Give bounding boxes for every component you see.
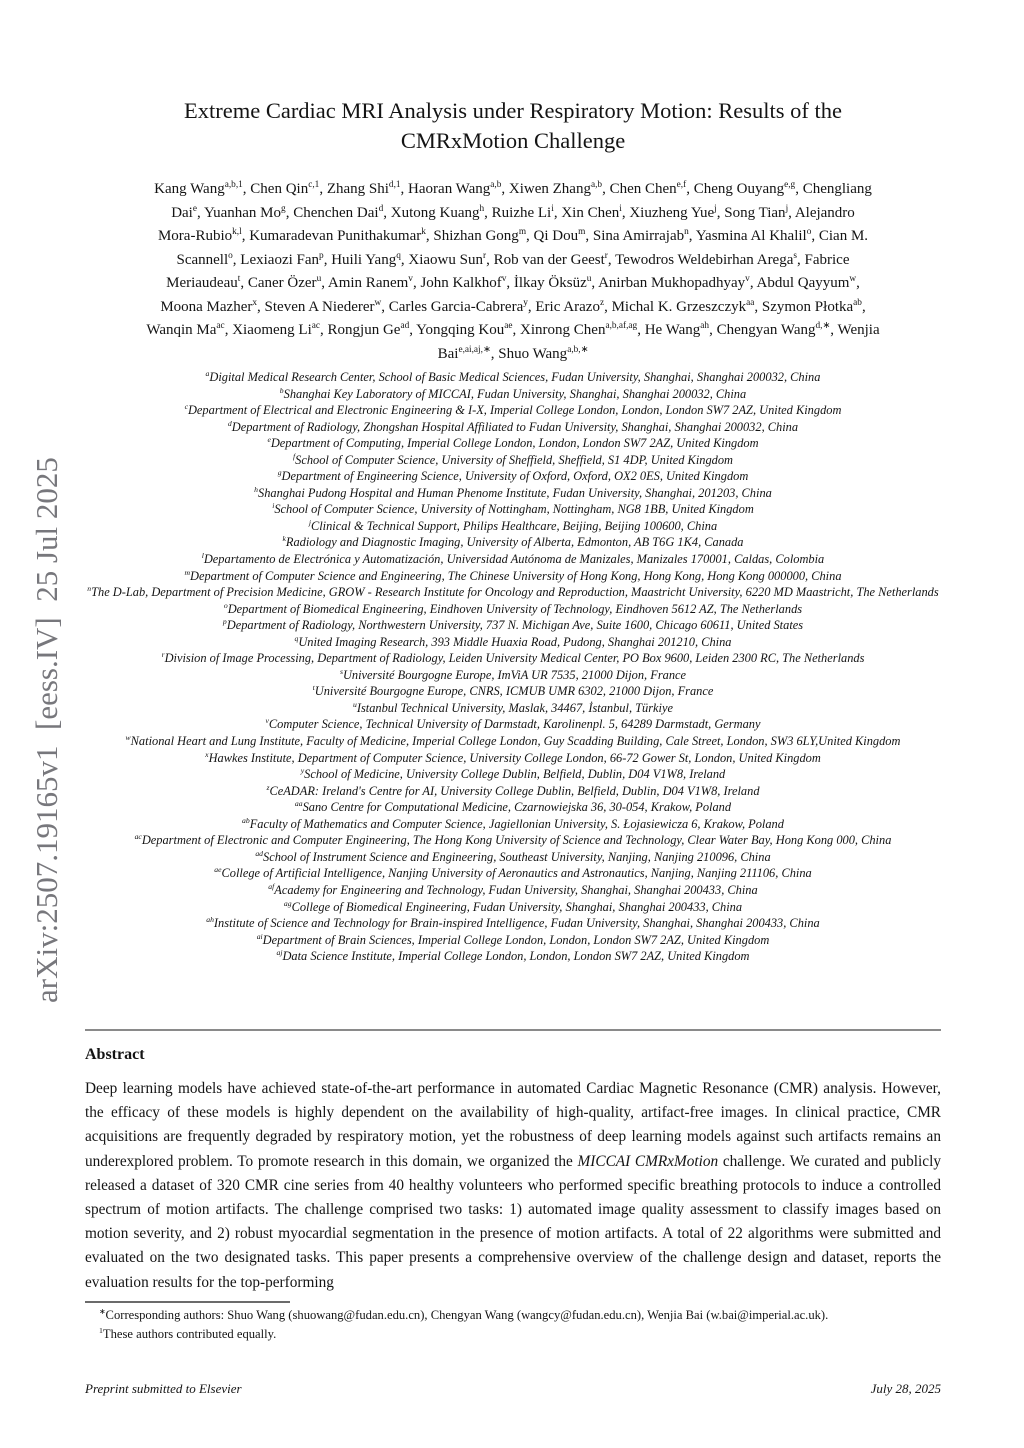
affiliation-line: $^n$The D-Lab, Department of Precision Medicine, GROW - Research Institute for Oncology and Reproduction, Maastricht University, 6220 MD Maastricht, The Netherlands bbox=[87, 583, 939, 600]
affiliation-line: $^q$United Imaging Research, 393 Middle Huaxia Road, Pudong, Shanghai 201210, China bbox=[294, 633, 732, 649]
affiliation-line: $^{af}$Academy for Engineering and Technology, Fudan University, Shanghai, Shanghai 200433, China bbox=[268, 881, 758, 897]
affiliation-line: $^e$Department of Computing, Imperial College London, London, London SW7 2AZ, United Kingdom bbox=[267, 435, 759, 451]
title-line: CMRxMotion Challenge bbox=[400, 128, 626, 153]
author-block bbox=[85, 178, 941, 366]
footnote-line: ∗Corresponding authors: Shuo Wang (shuowang@fudan.edu.cn), Chengyan Wang (wangcy@fudan.edu.cn), Wenjia Bai (w.bai@imperial.ac.uk). bbox=[99, 1306, 829, 1322]
affiliation-line: $^d$Department of Radiology, Zhongshan Hospital Affiliated to Fudan University, Shanghai, Shanghai 200032, China bbox=[227, 418, 799, 434]
affiliation-line: $^c$Department of Electrical and Electronic Engineering & I-X, Imperial College London, London, London SW7 2AZ, United Kingdom bbox=[184, 401, 842, 418]
page-footer bbox=[85, 1381, 941, 1397]
affiliation-line: $^t$Université Bourgogne Europe, CNRS, ICMUB UMR 6302, 21000 Dijon, France bbox=[312, 683, 714, 699]
abstract-divider bbox=[85, 1029, 941, 1031]
affiliation-line: $^{ae}$College of Artificial Intelligence, Nanjing University of Aeronautics and Astronautics, Nanjing, Nanjing 211106, China bbox=[214, 865, 812, 881]
affiliation-line: $^r$Division of Image Processing, Department of Radiology, Leiden University Medical Center, PO Box 9600, Leiden 2300 RC, The Netherlands bbox=[161, 650, 865, 666]
affiliation-line: $^m$Department of Computer Science and Engineering, The Chinese University of Hong Kong, Hong Kong, Hong Kong 000000, China bbox=[184, 567, 842, 583]
affiliation-line: $^{ag}$College of Biomedical Engineering, Fudan University, Shanghai, Shanghai 200433, China bbox=[283, 898, 743, 914]
author-line: Dai$^e$, Yuanhan Mo$^g$, Chenchen Dai$^d$, Xutong Kuang$^h$, Ruizhe Li$^i$, Xin Chen$^i$, Xiuzheng Yue$^j$, Song Tian$^j$, Alejandro bbox=[171, 203, 855, 221]
author-line: Moona Mazher$^x$, Steven A Niederer$^w$, Carles Garcia-Cabrera$^y$, Eric Arazo$^z$, Michal K. Grzeszczyk$^{aa}$, Szymon Płotka$^{ab}$, bbox=[160, 297, 866, 315]
footnote-line: $^1$These authors contributed equally. bbox=[99, 1325, 277, 1341]
abstract-text: Deep learning models have achieved state-of-the-art performance in automated Cardiac Magnetic Resonance (CMR) analysis. However, the efficacy of these models is highly dependent on the availability of high-quality, artifact-free images. In clinical practice, CMR acquisitions are frequently degraded by respiratory motion, yet the robustness of deep learning models against such artifacts remains an underexplored problem. To promote research in this domain, we organized the MICCAI CMRxMotion challenge. We curated and publicly released a dataset of 320 CMR cine series from 40 healthy volunteers who performed specific breathing protocols to induce a controlled spectrum of motion artifacts. The challenge comprised two tasks: 1) automated image quality assessment to classify images based on motion severity, and 2) robust myocardial segmentation in the presence of motion artifacts. A total of 22 algorithms were submitted and evaluated on the two designated tasks. This paper presents a comprehensive overview of the challenge design and dataset, reports the evaluation results for the top-performing bbox=[85, 1080, 941, 1291]
affiliation-line: $^{ai}$Department of Brain Sciences, Imperial College London, London, London SW7 2AZ, United Kingdom bbox=[256, 931, 770, 947]
affiliation-line: $^h$Shanghai Pudong Hospital and Human Phenome Institute, Fudan University, Shanghai, 201203, China bbox=[254, 484, 772, 500]
affiliation-line: $^a$Digital Medical Research Center, School of Basic Medical Sciences, Fudan University, Shanghai, Shanghai 200032, China bbox=[205, 368, 821, 384]
affiliation-line: $^b$Shanghai Key Laboratory of MICCAI, Fudan University, Shanghai, Shanghai 200032, China bbox=[279, 385, 747, 401]
affiliation-line: $^u$Istanbul Technical University, Maslak, 34467, İstanbul, Türkiye bbox=[352, 699, 673, 715]
affiliation-line: $^l$Departamento de Electrónica y Automatización, Universidad Autónoma de Manizales, Manizales 170001, Caldas, Colombia bbox=[201, 550, 825, 567]
footnote-divider bbox=[85, 1301, 290, 1303]
author-line: Bai$^{e,ai,aj,∗}$, Shuo Wang$^{a,b,∗}$ bbox=[437, 344, 589, 362]
affiliation-line: $^g$Department of Engineering Science, University of Oxford, Oxford, OX2 0ES, United Kingdom bbox=[277, 468, 749, 484]
affiliation-line: $^f$School of Computer Science, University of Sheffield, Sheffield, S1 4DP, United Kingdom bbox=[293, 451, 733, 467]
affiliation-line: $^i$School of Computer Science, University of Nottingham, Nottingham, NG8 1BB, United Kingdom bbox=[272, 501, 754, 517]
affiliation-line: $^{ac}$Department of Electronic and Computer Engineering, The Hong Kong University of Science and Technology, Clear Water Bay, Hong Kong 000, China bbox=[134, 832, 892, 848]
arxiv-watermark: arXiv:2507.19165v1 [eess.IV] 25 Jul 2025 bbox=[29, 457, 64, 1003]
author-line: Wanqin $Ma^{ac}$, Xiaomeng $Li^{ac}$, Rongjun $Ge^{ad}$, Yongqing Kou$^{ae}$, Xinrong Chen$^{a,b,af,ag}$, He Wang$^{ah}$, Chengyan Wang$^{d,∗}$, Wenjia bbox=[146, 321, 880, 338]
affiliation-line: $^p$Department of Radiology, Northwestern University, 737 N. Michigan Ave, Suite 1600, Chicago 60611, United States bbox=[222, 617, 804, 633]
affiliation-line: $^{ad}$School of Instrument Science and Engineering, Southeast University, Nanjing, Nanjing 210096, China bbox=[255, 848, 771, 864]
author-line: Kang Wang$^{a,b,1}$, Chen Qin$^{c,1}$, Zhang Shi$^{d,1}$, Haoran Wang$^{a,b}$, Xiwen Zhang$^{a,b}$, Chen Chen$^{e,f}$, Cheng Ouyang$^{e,g}$, Chengliang bbox=[154, 180, 872, 197]
author-line: Scannell$^o$, Lexiaozi Fan$^p$, Huili Yang$^q$, Xiaowu Sun$^r$, Rob van der Geest$^r$, Tewodros Weldebirhan Arega$^s$, Fabrice bbox=[176, 250, 850, 268]
affiliation-block bbox=[85, 369, 941, 965]
affiliation-line: $^w$National Heart and Lung Institute, Faculty of Medicine, Imperial College London, Guy Scadding Building, Cale Street, London, SW3 6LY,United Kingdom bbox=[125, 732, 901, 749]
affiliation-line: $^{ab}$Faculty of Mathematics and Computer Science, Jagiellonian University, S. Łojasiewicza 6, Krakow, Poland bbox=[242, 815, 784, 831]
author-line: Meriaudeau$^t$, Caner Özer$^u$, Amin Ranem$^v$, John Kalkhof$^v$, İlkay Öksüz$^u$, Anirban Mukhopadhyay$^v$, Abdul Qayyum$^w$, bbox=[166, 274, 860, 291]
affiliation-line: $^z$CeADAR: Ireland's Centre for AI, University College Dublin, Belfield, Dublin, D04 V1W8, Ireland bbox=[266, 782, 760, 798]
footer-preprint-note: Preprint submitted to Elsevier bbox=[85, 1381, 242, 1396]
affiliation-line: $^o$Department of Biomedical Engineering, Eindhoven University of Technology, Eindhoven 5612 AZ, The Netherlands bbox=[223, 600, 803, 616]
affiliation-line: $^{ah}$Institute of Science and Technology for Brain-inspired Intelligence, Fudan University, Shanghai, Shanghai 200433, China bbox=[206, 914, 820, 931]
title-line: Extreme Cardiac MRI Analysis under Respiratory Motion: Results of the bbox=[183, 98, 842, 123]
abstract-heading: Abstract bbox=[85, 1046, 145, 1063]
affiliation-line: $^{aj}$Data Science Institute, Imperial College London, London, London SW7 2AZ, United Kingdom bbox=[276, 948, 750, 964]
affiliation-line: $^s$Université Bourgogne Europe, ImViA UR 7535, 21000 Dijon, France bbox=[339, 666, 687, 682]
footnote-block bbox=[85, 1306, 941, 1344]
author-line: Mora-Rubio$^{k,l}$, Kumaradevan Punithakumar$^k$, Shizhan Gong$^m$, Qi Dou$^m$, Sina Amirrajab$^n$, Yasmina Al Khalil$^o$, Cian M. bbox=[157, 227, 869, 244]
affiliation-line: $^{aa}$Sano Centre for Computational Medicine, Czarnowiejska 36, 30-054, Krakow, Poland bbox=[294, 799, 732, 815]
affiliation-line: $^x$Hawkes Institute, Department of Computer Science, University College London, 66-72 Gower St, London, United Kingdom bbox=[205, 749, 821, 765]
paper-title bbox=[85, 96, 941, 156]
affiliation-line: $^j$Clinical & Technical Support, Philips Healthcare, Beijing, Beijing 100600, China bbox=[308, 517, 718, 533]
affiliation-line: $^v$Computer Science, Technical University of Darmstadt, Karolinenpl. 5, 64289 Darmstadt, Germany bbox=[265, 716, 761, 732]
affiliation-line: $^y$School of Medicine, University College Dublin, Belfield, Dublin, D04 V1W8, Ireland bbox=[300, 766, 726, 782]
footer-date: July 28, 2025 bbox=[870, 1381, 941, 1396]
affiliation-line: $^k$Radiology and Diagnostic Imaging, University of Alberta, Edmonton, AB T6G 1K4, Canada bbox=[282, 534, 744, 550]
